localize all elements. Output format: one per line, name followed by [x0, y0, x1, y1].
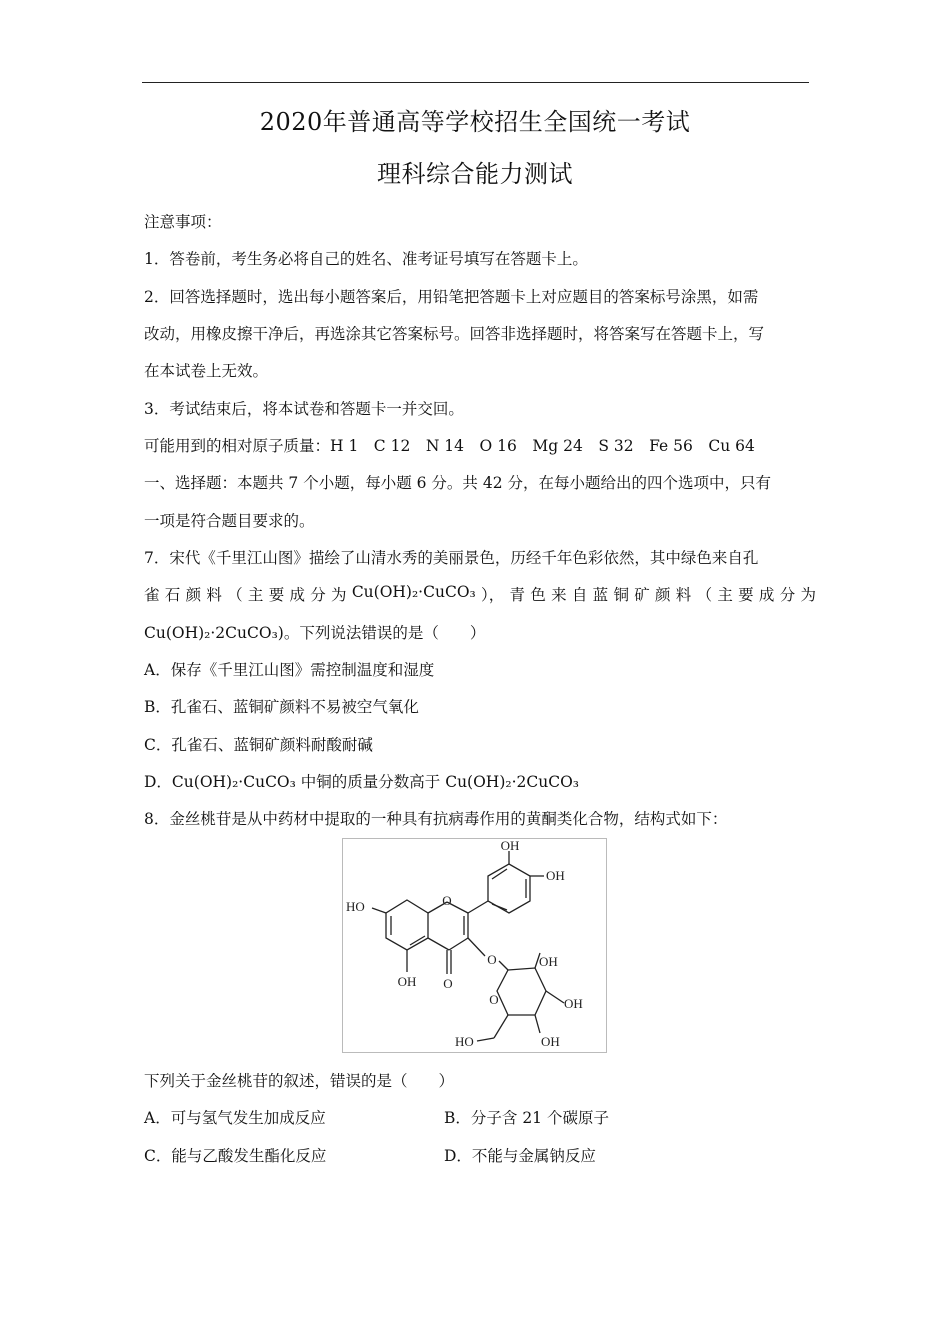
question-7-line-2-segment: Cu(OH)₂·CuCO₃ — [351, 583, 476, 601]
question-7-line-2-segment: 主 — [247, 586, 264, 604]
question-7-line-2-segment: 分 — [310, 586, 326, 604]
notice-heading: 注意事项： — [144, 213, 222, 231]
question-7-line-2-segment: 要 — [738, 586, 754, 604]
question-8-option-a: A．可与氢气发生加成反应 — [144, 1109, 326, 1127]
question-7-line-2-segment: （ — [696, 586, 713, 604]
notice-item-2-line-3: 在本试卷上无效。 — [144, 362, 269, 380]
ho-left-label: HO — [346, 899, 365, 914]
ring-oxygen-label: O — [442, 893, 452, 908]
question-8-prompt: 下列关于金丝桃苷的叙述，错误的是（ ） — [144, 1072, 455, 1090]
question-7-line-2-segment: 为 — [331, 586, 347, 604]
notice-item-3: 3．考试结束后，将本试卷和答题卡一并交回。 — [144, 400, 464, 418]
sugar-oxygen-label: O — [489, 992, 499, 1007]
oh-right-label: OH — [546, 868, 565, 883]
header-rule — [142, 82, 809, 83]
question-7-line-2-segment: ）， — [481, 586, 505, 604]
question-8-option-c: C．能与乙酸发生酯化反应 — [144, 1147, 327, 1165]
question-7-option-a: A．保存《千里江山图》需控制温度和湿度 — [144, 661, 435, 679]
question-7-line-2-segment: 颜 — [185, 586, 202, 604]
question-8-stem: 8．金丝桃苷是从中药材中提取的一种具有抗病毒作用的黄酮类化合物，结构式如下： — [144, 810, 728, 828]
question-7-line-2 — [144, 583, 816, 605]
question-7-line-3: Cu(OH)₂·2CuCO₃)。下列说法错误的是（ ） — [144, 624, 486, 642]
atomic-masses: 可能用到的相对原子质量：H 1 C 12 N 14 O 16 Mg 24 S 32 Fe 56 Cu 64 — [144, 437, 755, 455]
question-7-line-2-segment: 蓝 — [592, 586, 609, 604]
question-7-line-2-segment: 石 — [164, 586, 181, 604]
section-heading-line-2: 一项是符合题目要求的。 — [144, 512, 315, 530]
sugar-oh-2-label: OH — [564, 996, 583, 1011]
sugar-oh-3-label: OH — [541, 1034, 560, 1049]
exam-title: 2020年普通高等学校招生全国统一考试 — [259, 108, 691, 136]
question-7-line-2-segment: 青 — [509, 586, 526, 604]
question-7-line-2-segment: （ — [227, 586, 243, 604]
question-7-line-2-segment: 颜 — [655, 586, 671, 604]
sugar-oh-1-label: OH — [539, 954, 558, 969]
question-7-line-2-segment: 自 — [571, 586, 588, 604]
question-7-line-2-segment: 矿 — [634, 586, 650, 604]
question-7-line-2-segment: 雀 — [144, 586, 160, 604]
exam-subtitle: 理科综合能力测试 — [377, 160, 573, 188]
question-7-line-1: 7．宋代《千里江山图》描绘了山清水秀的美丽景色，历经千年色彩依然，其中绿色来自孔 — [144, 549, 759, 567]
question-7-line-2-segment: 分 — [779, 586, 796, 604]
question-7-option-b: B．孔雀石、蓝铜矿颜料不易被空气氧化 — [144, 698, 419, 716]
ketone-oxygen-label: O — [443, 976, 453, 991]
question-7-option-c: C．孔雀石、蓝铜矿颜料耐酸耐碱 — [144, 736, 373, 754]
notice-item-2-line-2: 改动，用橡皮擦干净后，再选涂其它答案标号。回答非选择题时，将答案写在答题卡上，写 — [144, 325, 765, 343]
glycoside-oxygen-label: O — [487, 952, 497, 967]
question-7-line-2-segment: 色 — [530, 586, 546, 604]
notice-item-2-line-1: 2．回答选择题时，选出每小题答案后，用铅笔把答题卡上对应题目的答案标号涂黑，如需 — [144, 288, 759, 306]
sugar-ho-label: HO — [455, 1034, 474, 1049]
question-7-line-2-segment: 料 — [675, 586, 692, 604]
notice-item-1: 1．答卷前，考生务必将自己的姓名、准考证号填写在答题卡上。 — [144, 250, 588, 268]
question-7-line-2-segment: 要 — [268, 586, 285, 604]
question-7-line-2-segment: 主 — [717, 586, 733, 604]
question-8-option-b: B．分子含 21 个碳原子 — [444, 1109, 609, 1127]
question-7-line-2-segment: 来 — [551, 586, 567, 604]
question-7-line-2-segment: 成 — [758, 586, 775, 604]
oh-top-label: OH — [500, 838, 520, 853]
question-7-option-d: D．Cu(OH)₂·CuCO₃ 中铜的质量分数高于 Cu(OH)₂·2CuCO₃ — [144, 773, 579, 791]
question-8-option-d: D．不能与金属钠反应 — [444, 1147, 596, 1165]
question-7-line-2-segment: 成 — [289, 586, 305, 604]
hyperoside-structure-diagram — [342, 838, 607, 1053]
section-heading-line-1: 一、选择题：本题共 7 个小题，每小题 6 分。共 42 分，在每小题给出的四个选项中，只有 — [144, 474, 772, 492]
oh-bottom-label: OH — [397, 974, 417, 989]
question-7-line-2-segment: 铜 — [613, 586, 629, 604]
question-7-line-2-segment: 为 — [800, 586, 816, 604]
question-7-line-2-segment: 料 — [206, 586, 222, 604]
